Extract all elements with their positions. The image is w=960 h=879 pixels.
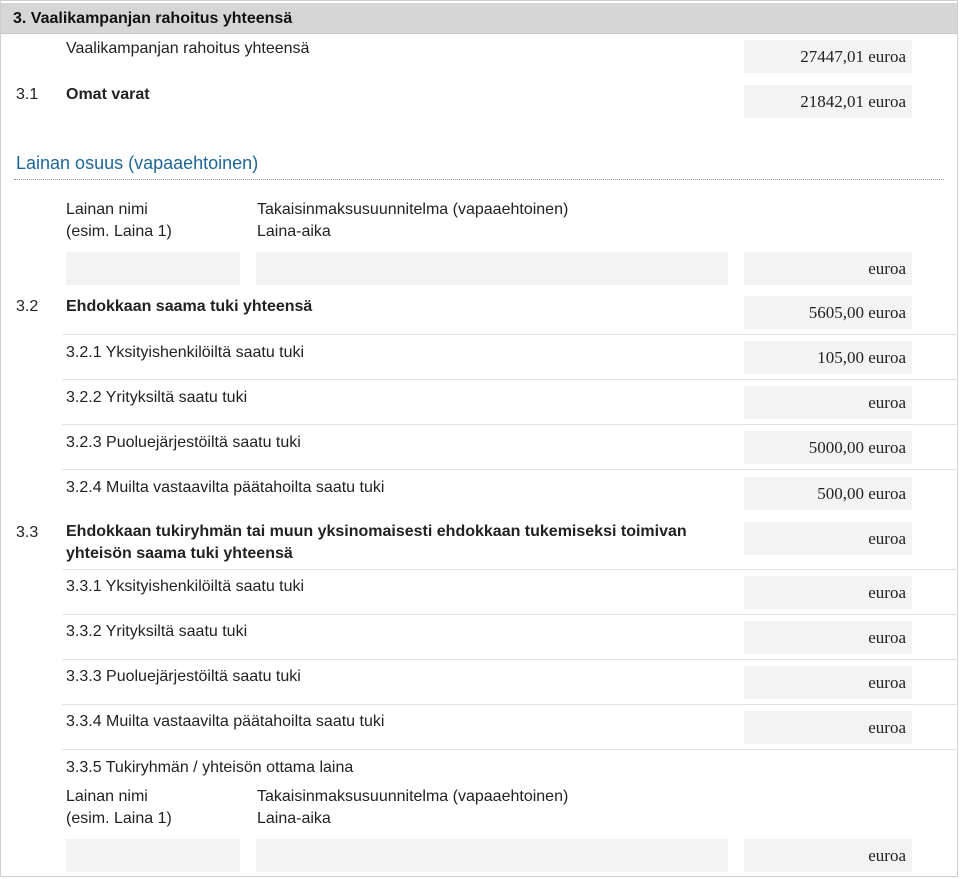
loan-name-input[interactable]: [66, 252, 240, 285]
support-item-label: 3.2.4 Muilta vastaavilta päätahoilta saatu tuki: [66, 479, 385, 496]
group-support-label: Ehdokkaan tukiryhmän tai muun yksinomaisesti ehdokkaan tukemiseksi toimivan yhteisön saama tuki yhteensä: [66, 523, 687, 562]
row-divider: [62, 334, 958, 335]
loan-section-title: Lainan osuus (vapaaehtoinen): [16, 153, 259, 173]
group-item-value-field[interactable]: euroa: [744, 621, 912, 654]
group-support-total-field[interactable]: euroa: [744, 522, 912, 555]
support-item-value-field[interactable]: euroa: [744, 386, 912, 419]
row-divider: [62, 569, 958, 570]
loan-amount-field[interactable]: euroa: [744, 252, 912, 285]
support-number: 3.2: [16, 298, 39, 315]
group-item-value-field[interactable]: euroa: [744, 711, 912, 744]
group-item-label: 3.3.3 Puoluejärjestöiltä saatu tuki: [66, 668, 301, 685]
group-item-label: 3.3.1 Yksityishenkilöiltä saatu tuki: [66, 578, 305, 595]
group-item-label: 3.3.4 Muilta vastaavilta päätahoilta saatu tuki: [66, 713, 385, 730]
loan-plan-label: Takaisinmaksusuunnitelma (vapaaehtoinen): [257, 201, 569, 218]
group-item-value-field[interactable]: euroa: [744, 666, 912, 699]
group-loan-name-label: Lainan nimi: [66, 788, 148, 805]
section-header: [1, 3, 957, 34]
total-label: Vaalikampanjan rahoitus yhteensä: [66, 40, 310, 57]
support-item-value-field[interactable]: 5000,00 euroa: [744, 431, 912, 464]
support-total-field[interactable]: 5605,00 euroa: [744, 296, 912, 329]
support-item-label: 3.2.1 Yksityishenkilöiltä saatu tuki: [66, 344, 305, 361]
total-value-field[interactable]: 27447,01 euroa: [744, 40, 912, 73]
group-loan-plan-label: Takaisinmaksusuunnitelma (vapaaehtoinen): [257, 788, 569, 805]
group-loan-plan-input[interactable]: [256, 839, 728, 872]
row-divider: [62, 424, 958, 425]
row-divider: [62, 379, 958, 380]
section-title: 3. Vaalikampanjan rahoitus yhteensä: [13, 10, 293, 27]
group-support-number: 3.3: [16, 524, 39, 541]
support-item-label: 3.2.3 Puoluejärjestöiltä saatu tuki: [66, 434, 301, 451]
own-funds-value-field[interactable]: 21842,01 euroa: [744, 85, 912, 118]
group-loan-period-label: Laina-aika: [257, 810, 331, 827]
loan-name-example: (esim. Laina 1): [66, 223, 172, 240]
support-item-label: 3.2.2 Yrityksiltä saatu tuki: [66, 389, 248, 406]
row-divider: [62, 749, 958, 750]
row-divider: [62, 659, 958, 660]
group-loan-label: 3.3.5 Tukiryhmän / yhteisön ottama laina: [66, 759, 354, 776]
group-loan-amount-field[interactable]: euroa: [744, 839, 912, 872]
group-item-value-field[interactable]: euroa: [744, 576, 912, 609]
own-funds-label: Omat varat: [66, 86, 150, 103]
row-divider: [62, 704, 958, 705]
group-loan-name-example: (esim. Laina 1): [66, 810, 172, 827]
row-divider: [62, 614, 958, 615]
support-item-value-field[interactable]: 105,00 euroa: [744, 341, 912, 374]
support-label: Ehdokkaan saama tuki yhteensä: [66, 298, 313, 315]
loan-period-label: Laina-aika: [257, 223, 331, 240]
dotted-divider: [14, 179, 944, 180]
loan-name-label: Lainan nimi: [66, 201, 148, 218]
row-divider: [62, 469, 958, 470]
group-loan-name-input[interactable]: [66, 839, 240, 872]
group-item-label: 3.3.2 Yrityksiltä saatu tuki: [66, 623, 248, 640]
own-funds-number: 3.1: [16, 86, 39, 103]
loan-plan-input[interactable]: [256, 252, 728, 285]
support-item-value-field[interactable]: 500,00 euroa: [744, 477, 912, 510]
